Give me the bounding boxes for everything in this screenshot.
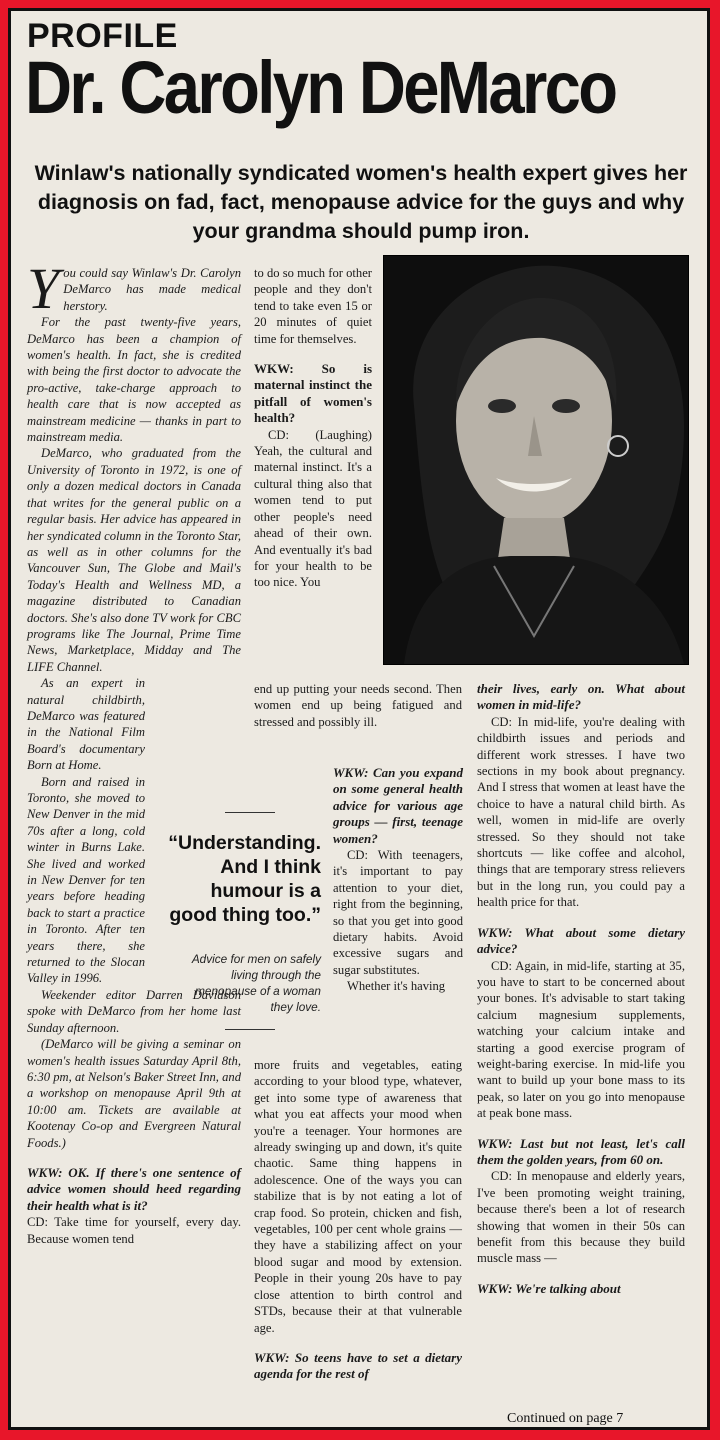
interview-question: WKW: What about some dietary advice? [477, 924, 685, 957]
interview-question: WKW: So teens have to set a dietary agenda for the rest of [254, 1349, 462, 1382]
article-headline: Dr. Carolyn DeMarco [25, 46, 616, 129]
interview-answer: CD: With teenagers, it's important to pay attention to your diet, right from the beginning, so that you get into good dietary habits. Avoid excessive sugars and sugar substitutes. [333, 848, 463, 977]
column-1 [27, 256, 241, 1247]
interview-answer: CD: In menopause and elderly years, I've been promoting weight training, because there's been a lot of research showing that women in their 50s can benefit from this because they build muscle mass — [477, 1169, 685, 1266]
interview-question: WKW: OK. If there's one sentence of advice women should heed regarding their health what is it? [27, 1164, 241, 1213]
column-2-top [254, 265, 372, 591]
body-paragraph: more fruits and vegetables, eating according to your blood type, whatever, get into some type of awareness that what you eat affects your mood when you're a teenager. Your hormones are already swinging up and down, it's quite chaotic. Same thing happens in adolescence. One of the ways you can stabilize that is by not eating a lot of crap food. So protein, chicken and fish, vegetables, 100 per cent whole grains — they have a stabilizing affect on your blood sugar and mood by extension. People in their young 20s have to pay close attention to birth control and STDs, because their at that vulnerable age. [254, 1058, 462, 1335]
column-2-middle [333, 765, 463, 995]
pull-quote-caption: Advice for men on safely living through the menopause of a woman they love. [191, 952, 321, 1014]
interview-answer: CD: Again, in mid-life, starting at 35, you have to start to be concerned about your bones. It's advisable to start taking calcium magnesium supplements, watching your calcium intake and starting a good exercise program of weight-baring exercise. In mid-life you want to build up your bone mass to its peak, so later on you go into menopause at peak bone mass. [477, 958, 685, 1121]
interview-question: WKW: So is maternal instinct the pitfall of women's health? [254, 361, 372, 426]
body-paragraph: For the past twenty-five years, DeMarco has been a champion of women's health. In fact, she is credited with being the first doctor to advocate the pro-active, take-charge approach to health care that is now accepted as mainstream medicine — thanks in part to mainstream media. [27, 315, 241, 445]
body-paragraph: Born and raised in Toronto, she moved to New Denver in the mid 70s after a long, cold winter in Burns Lake. She lived and worked in New Denver for ten years before heading back to start a practice in Toronto. After ten years there, she returned to the Slocan Valley in 1996. [27, 774, 145, 986]
column-2-wide [254, 681, 462, 730]
body-paragraph: As an expert in natural childbirth, DeMarco was featured in the National Film Board's documentary Born at Home. [27, 676, 145, 773]
interview-question: WKW: Can you expand on some general health advice for various age groups — first, teenage women? [333, 765, 463, 846]
body-paragraph: Whether it's having [347, 979, 446, 994]
interview-answer: CD: In mid-life, you're dealing with childbirth issues and periods and different work stresses. I have two sections in my book about pregnancy. And I stress that women at least have the choice to have a natural child birth. As well, women in mid-life are overly stressed. So they should not take shortcuts — like coffee and alcohol, things that are temporary stress relievers but in the long run, you could pay a health price for that. [477, 714, 685, 910]
section-kicker: PROFILE [27, 17, 178, 55]
intro-paragraph: ou could say Winlaw's Dr. Carolyn DeMarco has made medical herstory. [63, 266, 241, 313]
body-paragraph: (DeMarco will be giving a seminar on women's health issues Saturday April 8th, 6:30 pm, at Nelson's Baker Street Inn, and a workshop on menopause April 9th at 10:00 am. Tickets are available at Kootenay Co-op and Evergreen Natural Foods.) [27, 1037, 241, 1150]
pull-quote: “Understanding. And I think humour is a good thing too.” [168, 832, 321, 926]
body-paragraph: end up putting your needs second. Then women end up being fatigued and stressed and possibly ill. [254, 682, 462, 729]
drop-cap: Y [27, 256, 60, 321]
pullquote-bottom-rule [225, 1029, 275, 1030]
pullquote-top-rule [225, 812, 275, 813]
interview-question: WKW: We're talking about [477, 1280, 621, 1296]
interview-question: WKW: Last but not least, let's call them the golden years, from 60 on. [477, 1135, 685, 1167]
body-paragraph: to do so much for other people and they don't tend to take even 15 or 20 minutes of quiet time for themselves. [254, 266, 372, 346]
article-deck: Winlaw's nationally syndicated women's health expert gives her diagnosis on fad, fact, menopause advice for the guys and why your grandma should pump iron. [34, 161, 688, 243]
interview-question: their lives, early on. What about women in mid-life? [477, 681, 685, 713]
newspaper-page [8, 8, 710, 1430]
column-2-bottom [254, 1057, 462, 1383]
interview-answer: CD: Take time for yourself, every day. Because women tend [27, 1215, 241, 1246]
body-paragraph: DeMarco, who graduated from the University of Toronto in 1972, is one of only a dozen medical doctors in Canada that writes for the general public on a regular basis. Her advice has appeared in her syndicated column in the Toronto Star, as well as in other columns for the Vancouver Sun, The Globe and Mail's Today's Health and Wellness MD, a magazine distributed to Canadian doctors. She's also done TV work for CBC programs like The Journal, Prime Time News, Marketplace, Midday and The LIFE Channel. [27, 446, 241, 674]
continued-notice: Continued on page 7 [507, 1411, 624, 1426]
portrait-photo [383, 255, 689, 665]
interview-answer: CD: (Laughing) Yeah, the cultural and maternal instinct. It's a cultural thing also that women tend to put other people's need ahead of their own. And eventually it's bad for your health to be too nice. You [254, 427, 372, 590]
body-paragraph: Weekender editor Darren Davidson spoke with DeMarco from her home last Sunday afternoon. [27, 987, 241, 1035]
column-3 [477, 681, 685, 1297]
portrait-illustration [384, 256, 688, 664]
